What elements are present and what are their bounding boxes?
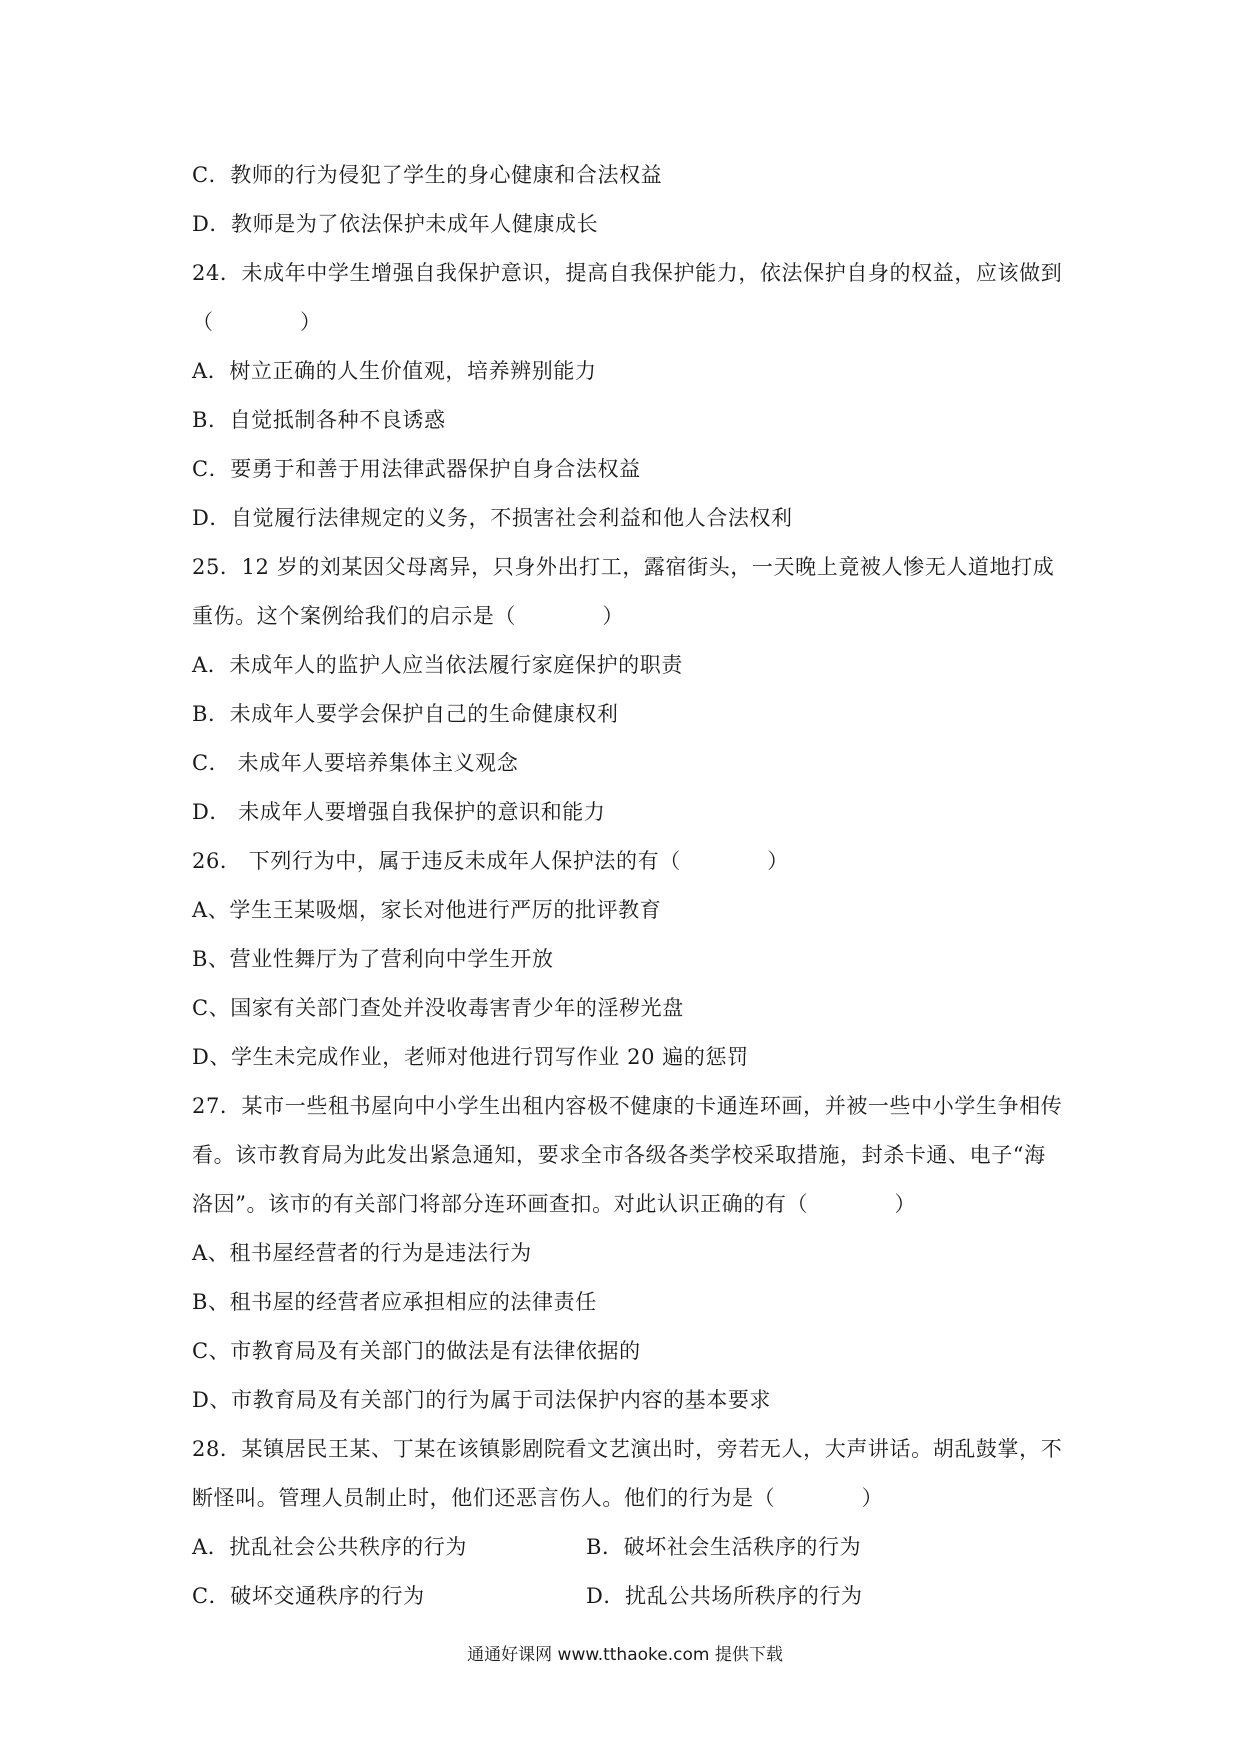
q25-option-d: D． 未成年人要增强自我保护的意识和能力 [192, 800, 606, 824]
q23-option-c: C．教师的行为侵犯了学生的身心健康和合法权益 [192, 163, 663, 187]
q24-blank: （ ） [192, 310, 322, 334]
q25-stem-line2: 重伤。这个案例给我们的启示是（ ） [192, 604, 624, 628]
q24-option-b: B．自觉抵制各种不良诱惑 [192, 408, 446, 432]
q26-option-c: C、国家有关部门查处并没收毒害青少年的淫秽光盘 [192, 996, 684, 1020]
q27-stem-line2: 看。该市教育局为此发出紧急通知，要求全市各级各类学校采取措施，封杀卡通、电子“海 [192, 1143, 1046, 1167]
q23-option-d: D．教师是为了依法保护未成年人健康成长 [192, 212, 599, 236]
q28-stem-line1: 28．某镇居民王某、丁某在该镇影剧院看文艺演出时，旁若无人，大声讲话。胡乱鼓掌，不 [192, 1437, 1063, 1461]
q27-option-b: B、租书屋的经营者应承担相应的法律责任 [192, 1290, 597, 1314]
q24-option-d: D．自觉履行法律规定的义务，不损害社会利益和他人合法权利 [192, 506, 793, 530]
q26-option-b: B、营业性舞厅为了营利向中学生开放 [192, 947, 554, 971]
q26-option-a: A、学生王某吸烟，家长对他进行严厉的批评教育 [192, 898, 662, 922]
q27-option-a: A、租书屋经营者的行为是违法行为 [192, 1241, 532, 1265]
q26-stem: 26． 下列行为中，属于违反未成年人保护法的有（ ） [192, 849, 789, 873]
q28-option-d: D．扰乱公共场所秩序的行为 [586, 1584, 863, 1608]
q27-option-c: C、市教育局及有关部门的做法是有法律依据的 [192, 1339, 641, 1363]
q27-stem-line3: 洛因”。该市的有关部门将部分连环画查扣。对此认识正确的有（ ） [192, 1192, 917, 1216]
q24-option-c: C．要勇于和善于用法律武器保护自身合法权益 [192, 457, 641, 481]
q25-option-a: A．未成年人的监护人应当依法履行家庭保护的职责 [192, 653, 683, 677]
q28-option-c: C．破坏交通秩序的行为 [192, 1584, 425, 1608]
q24-option-a: A．树立正确的人生价值观，培养辨别能力 [192, 359, 597, 383]
q25-stem-line1: 25．12 岁的刘某因父母离异，只身外出打工，露宿街头，一天晚上竟被人惨无人道地打成 [192, 555, 1055, 579]
q26-option-d: D、学生未完成作业，老师对他进行罚写作业 20 遍的惩罚 [192, 1045, 749, 1069]
q28-option-a: A．扰乱社会公共秩序的行为 [192, 1535, 467, 1559]
q27-stem-line1: 27．某市一些租书屋向中小学生出租内容极不健康的卡通连环画，并被一些中小学生争相传 [192, 1094, 1063, 1118]
q28-stem-line2: 断怪叫。管理人员制止时，他们还恶言伤人。他们的行为是（ ） [192, 1486, 884, 1510]
q27-option-d: D、市教育局及有关部门的行为属于司法保护内容的基本要求 [192, 1388, 772, 1412]
q25-option-c: C． 未成年人要培养集体主义观念 [192, 751, 519, 775]
q24-stem: 24．未成年中学生增强自我保护意识，提高自我保护能力，依法保护自身的权益，应该做到 [192, 261, 1063, 285]
q25-option-b: B．未成年人要学会保护自己的生命健康权利 [192, 702, 619, 726]
page-footer: 通通好课网 www.tthaoke.com 提供下载 [467, 1645, 783, 1665]
q28-option-b: B．破坏社会生活秩序的行为 [586, 1535, 862, 1559]
